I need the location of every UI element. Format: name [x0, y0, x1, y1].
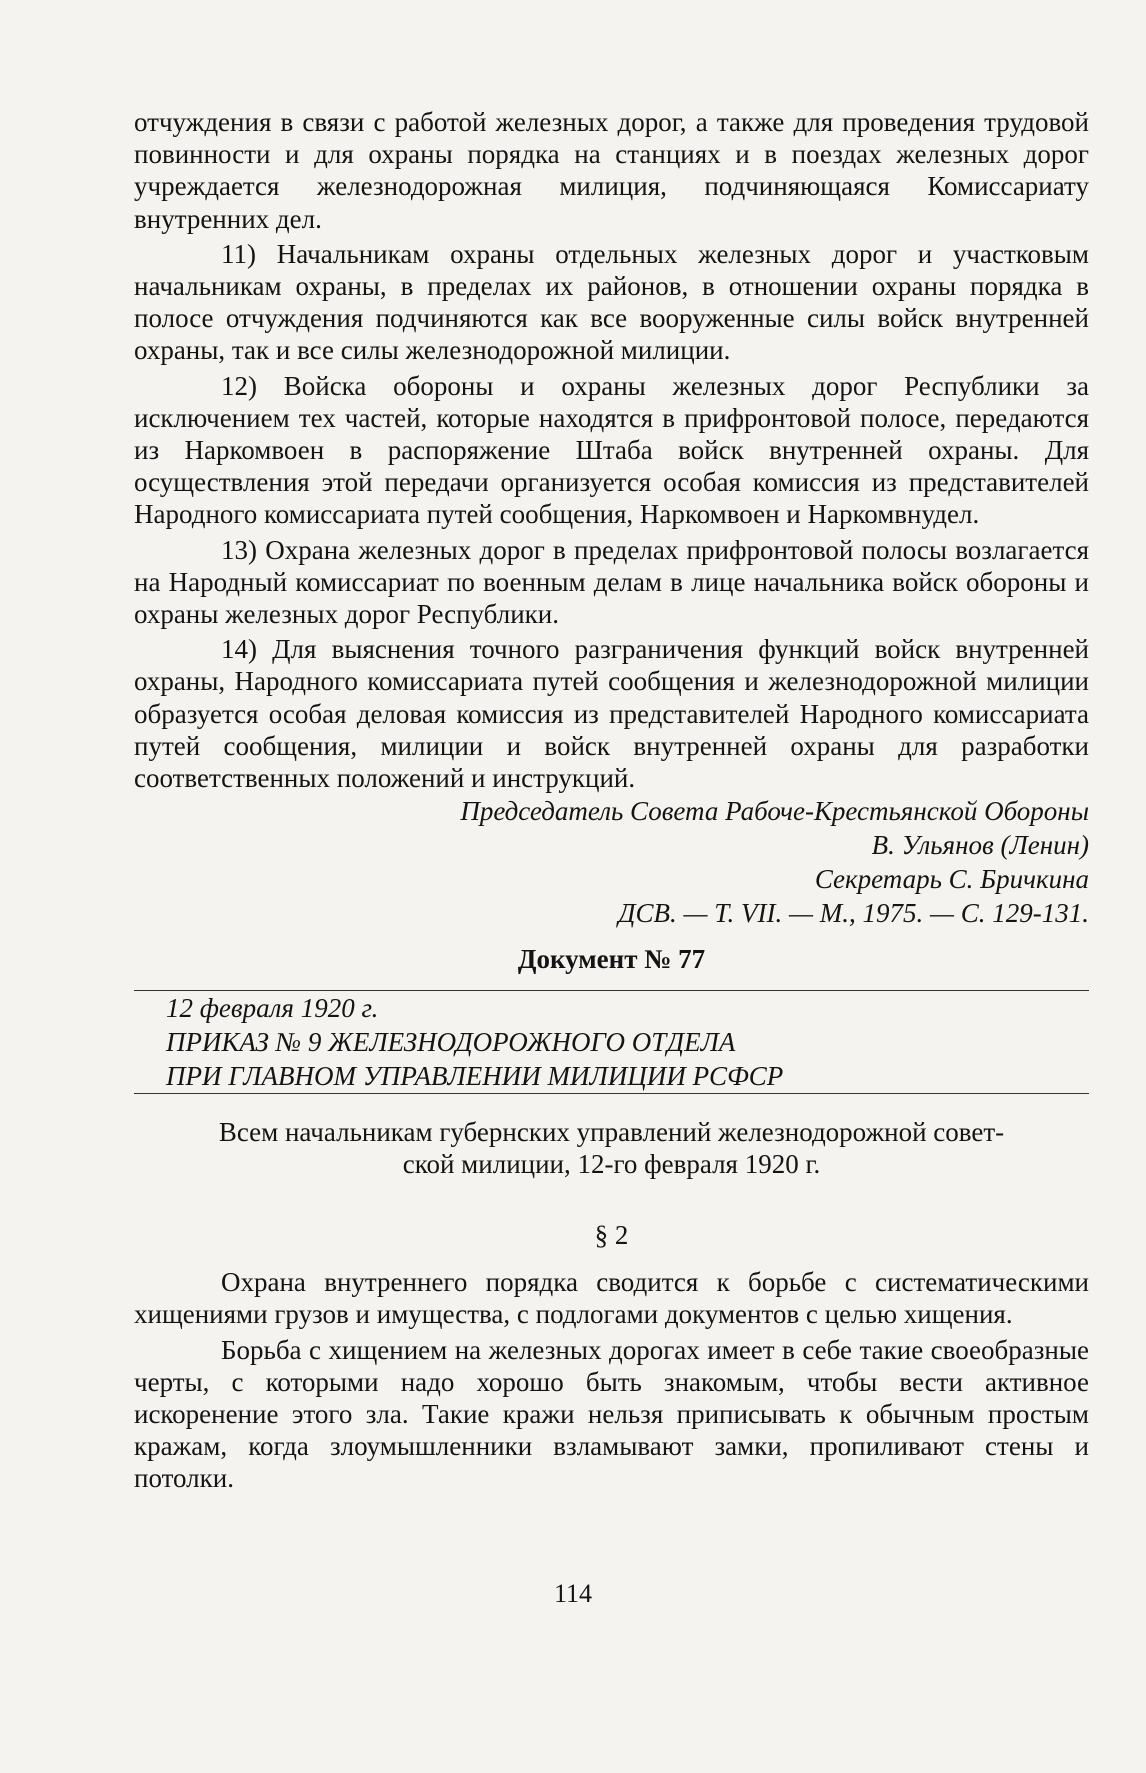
document-title: Документ № 77 — [517, 944, 706, 975]
address-line-2: ской милиции, 12-го февраля 1920 г. — [402, 1149, 821, 1180]
document-heading-line-1: ПРИКАЗ № 9 ЖЕЛЕЗНОДОРОЖНОГО ОТДЕЛА — [166, 1027, 736, 1058]
text-column — [134, 106, 1089, 1495]
address-line — [134, 1116, 1089, 1180]
document-header — [134, 990, 1089, 1094]
signature-block — [134, 794, 1089, 930]
section-mark: § 2 — [594, 1220, 629, 1251]
source-citation: ДСВ. — Т. VII. — М., 1975. — С. 129-131. — [618, 898, 1089, 929]
secretary-signature: Секретарь С. Бричкина — [814, 864, 1089, 895]
paragraph-item-14: 14) Для выяснения точного разграничения функций войск внутренней охраны, Народного комиссариата путей сообщения и железнодорожной милиции образуется особая деловая комиссия из представителей Народного комиссариата путей сообщения, милиции и войск внутренней охраны для разработки соответственных положений и инструкций. — [134, 634, 1089, 794]
chairman-name: В. Ульянов (Ленин) — [871, 830, 1089, 861]
paragraph-item-12: 12) Войска обороны и охраны железных дорог Республики за исключением тех частей, которые находятся в прифронтовой полосе, передаются из Наркомвоен в распоряжение Штаба войск внутренней охраны. Для осуществления этой передачи организуется особая комиссия из представителей Народного комиссариата путей сообщения, Наркомвоен и Наркомвнудел. — [134, 370, 1089, 530]
paragraph-item-11: 11) Начальникам охраны отдельных железных дорог и участковым начальникам охраны, в пределах их районов, в отношении охраны порядка в полосе отчуждения подчиняются как все вооруженные силы войск внутренней охраны, так и все силы железнодорожной милиции. — [134, 238, 1089, 366]
document-date: 12 февраля 1920 г. — [166, 993, 379, 1024]
page-number: 114 — [553, 1579, 593, 1608]
body-paragraph-1: Охрана внутреннего порядка сводится к борьбе с систематическими хищениями грузов и имущества, с подлогами документов с целью хищения. — [134, 1267, 1089, 1330]
header-bottom-rule — [134, 1093, 1089, 1094]
body-paragraph-2: Борьба с хищением на железных дорогах имеет в себе такие своеобразные черты, с которыми надо хорошо быть знакомым, чтобы вести активное искоренение этого зла. Такие кражи нельзя приписывать к обычным простым кражам, когда злоумышленники взламывают замки, пропиливают стены и потолки. — [134, 1334, 1089, 1494]
paragraph-continuation: отчуждения в связи с работой железных дорог, а также для проведения трудовой повинности и для охраны порядка на станциях и в поездах железных дорог учреждается железнодорожная милиция, подчиняющаяся Комиссариату внутренних дел. — [134, 107, 1089, 234]
paragraph-item-13: 13) Охрана железных дорог в пределах прифронтовой полосы возлагается на Народный комиссариат по военным делам в лице начальника войск обороны и охраны железных дорог Республики. — [134, 534, 1089, 630]
chairman-title: Председатель Совета Рабоче-Крестьянской Обороны — [460, 796, 1089, 827]
address-line-1: Всем начальникам губернских управлений железнодорожной совет- — [218, 1117, 1005, 1148]
document-heading-line-2: ПРИ ГЛАВНОМ УПРАВЛЕНИИ МИЛИЦИИ РСФСР — [166, 1061, 784, 1092]
